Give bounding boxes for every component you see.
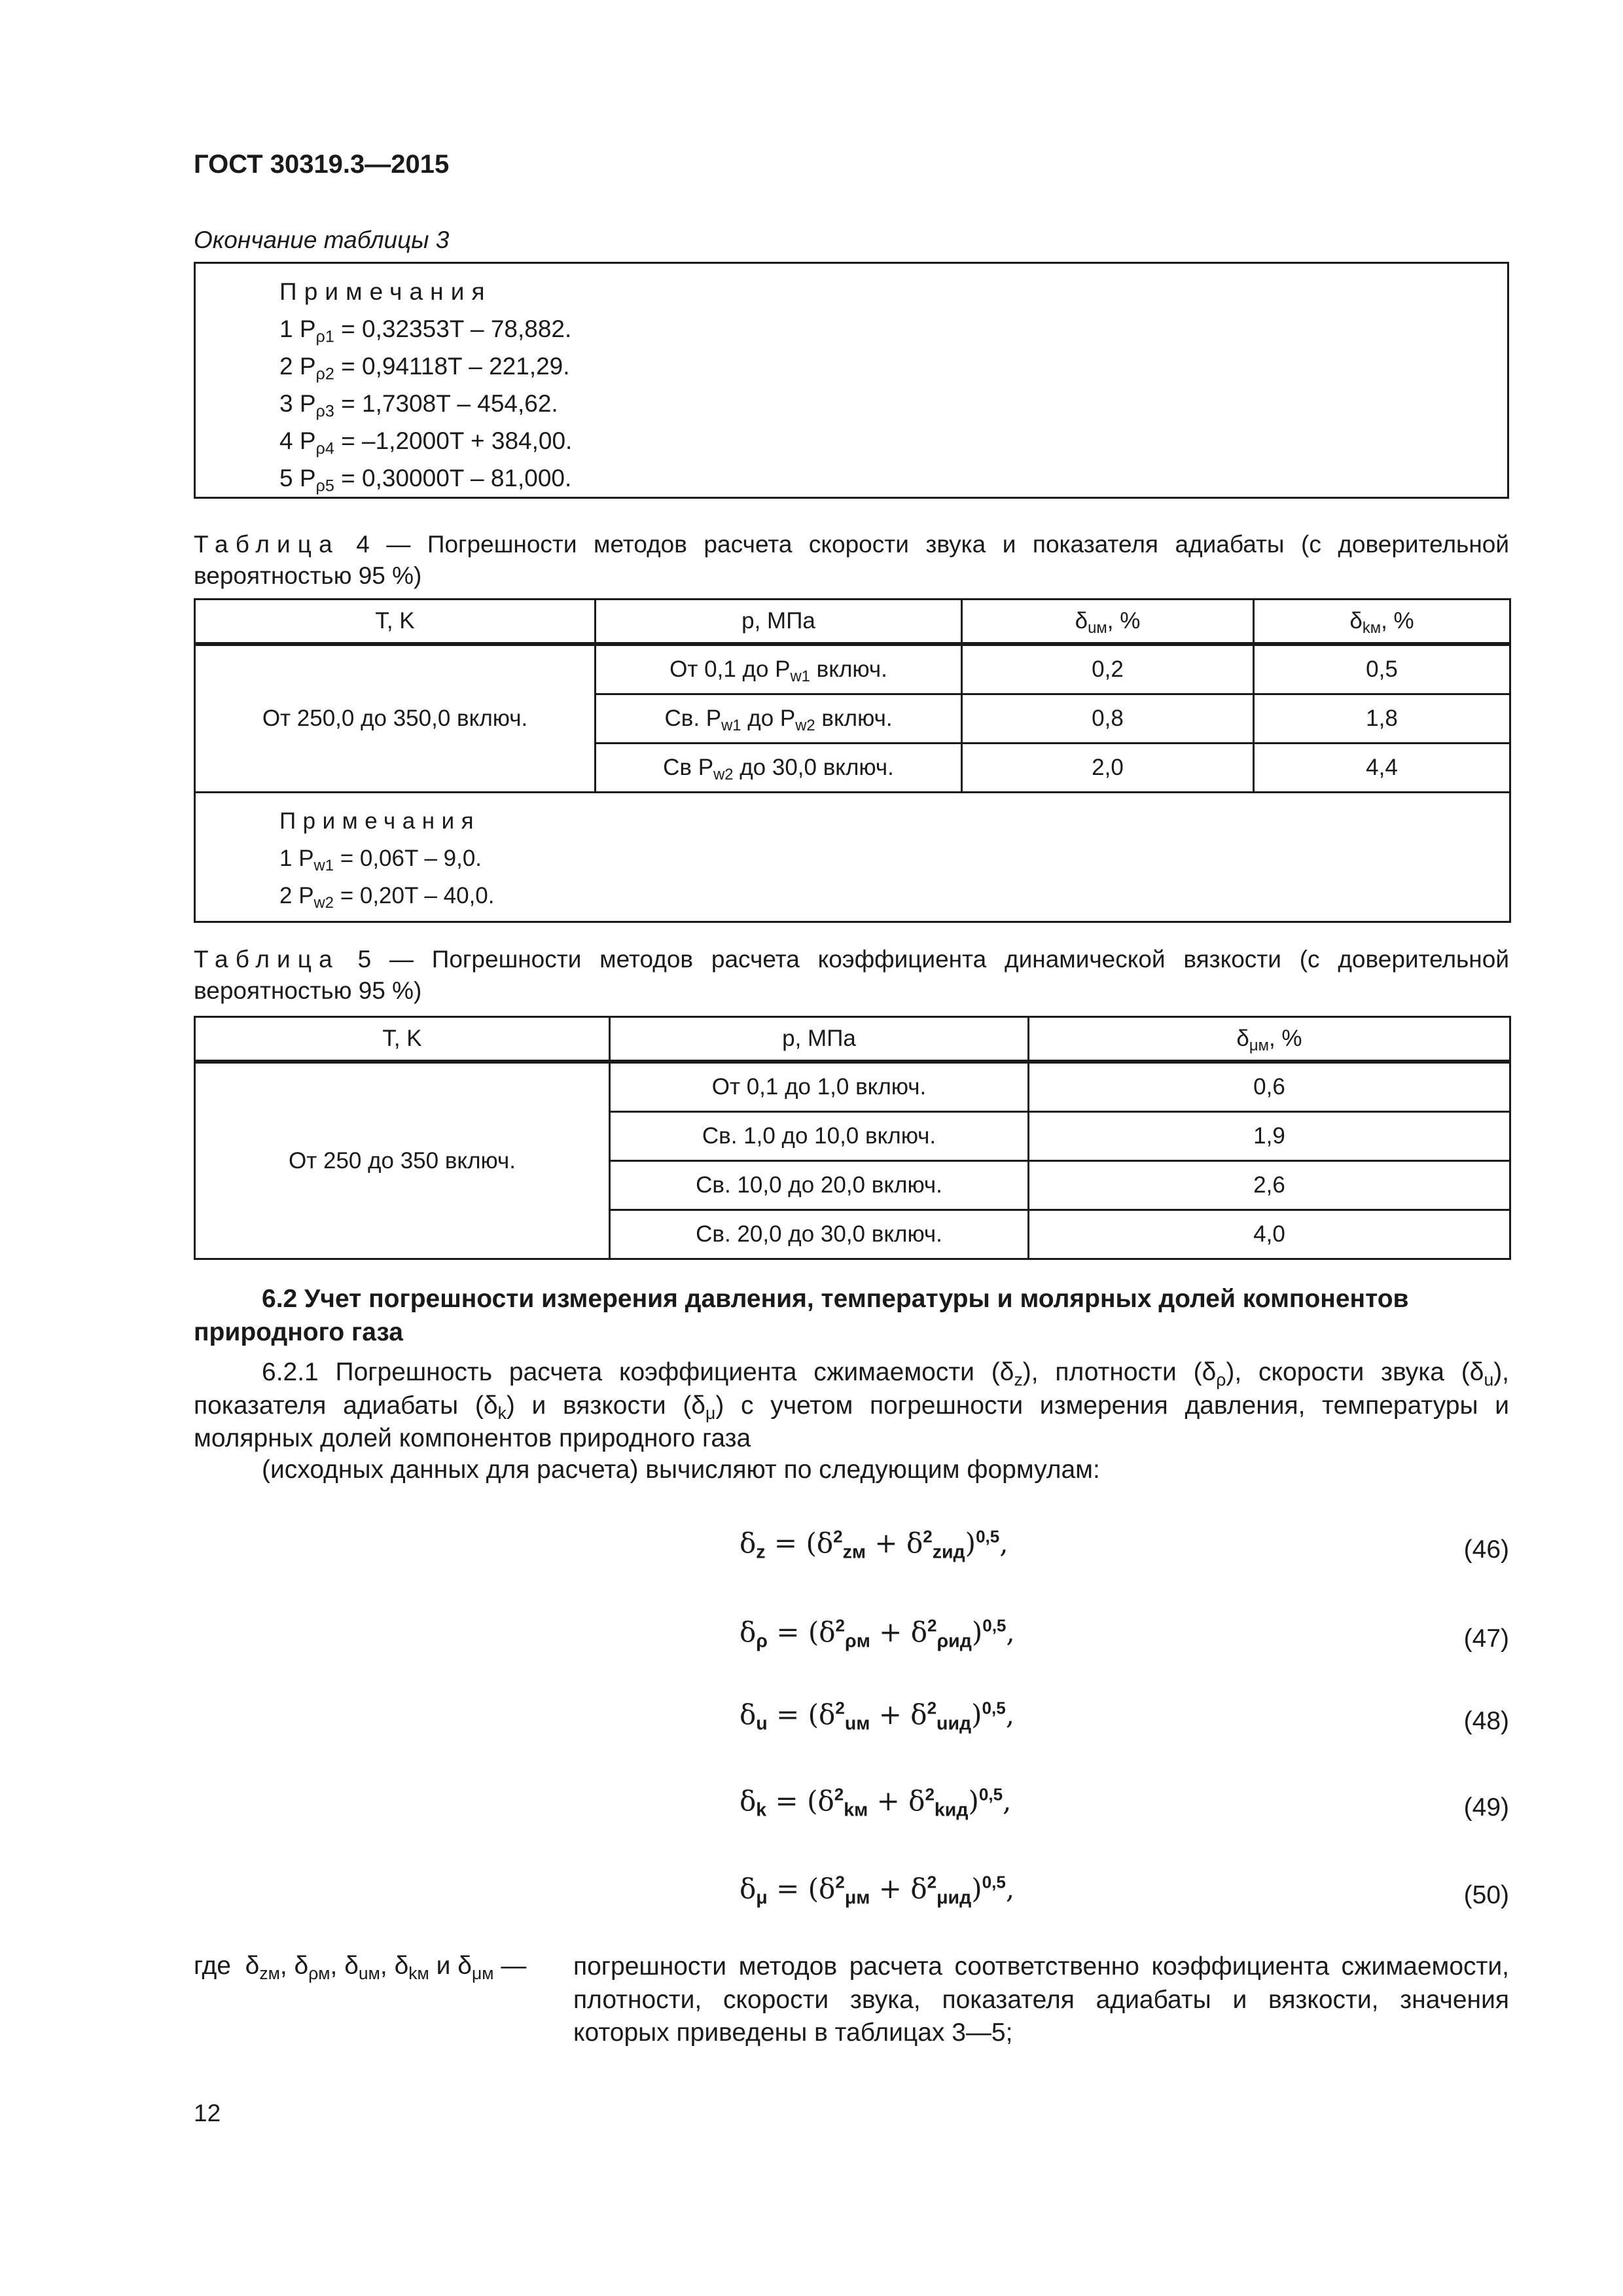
note-item: 1 $P_{\rho 1} = 0,32353T - 78,882$. xyxy=(279,315,572,346)
dk-cell: 1,8 xyxy=(1254,694,1510,744)
note-item: 5 $P_{\rho 5} = 0,30000T - 81,000$. xyxy=(279,465,572,495)
d-cell: 2,6 xyxy=(1029,1161,1510,1210)
p-cell: От 0,1 до 1,0 включ. xyxy=(610,1062,1029,1112)
col-header-dmu: $\delta_{\mu м}$, % xyxy=(1029,1017,1510,1062)
where-clause-description: погрешности методов расчета соответственно коэффициента сжимаемости, плотности, скорости звука, показателя адиабаты и вязкости, значения которых приведены в таблицах 3—5; xyxy=(573,1952,1509,2047)
p-cell: Св. $P_{w1}$ до $P_{w2}$ включ. xyxy=(596,694,962,744)
col-header-p: p, МПа xyxy=(596,600,962,645)
col-header-t: T, K xyxy=(195,600,596,645)
note-item: 4 $P_{\rho 4} = -1,2000T + 384,00$. xyxy=(279,427,573,458)
table5 xyxy=(194,1016,1511,1260)
formula-48: $\delta_u = (\delta^2_{uм} + \delta^2_{uид})^{0,5}$, xyxy=(740,1698,1015,1734)
table-row xyxy=(195,1062,1510,1112)
where-clause-symbols: где $\delta_{zм}$, $\delta_{\rho м}$, $\delta_{uм}$, $\delta_{kм}$ и $\delta_{\mu м}$ — xyxy=(194,1952,527,1983)
col-header-dk: $\delta_{kм}$, % xyxy=(1254,600,1510,645)
formula-47: $\delta_\rho = (\delta^2_{\rho м} + \delta^2_{\rho ид})^{0,5}$, xyxy=(740,1615,1015,1652)
col-header-p: p, МПа xyxy=(610,1017,1029,1062)
paragraph-continuation: (исходных данных для расчета) вычисляют по следующим формулам: xyxy=(262,1456,1100,1484)
table4-caption: Таблица 4 — Погрешности методов расчета скорости звука и показателя адиабаты (с доверительной вероятностью 95 %) xyxy=(194,531,1509,590)
table4-notes xyxy=(195,793,1510,922)
du-cell: 2,0 xyxy=(962,744,1254,793)
d-cell: 0,6 xyxy=(1029,1062,1510,1112)
formula-number: (49) xyxy=(1463,1793,1509,1821)
dk-cell: 0,5 xyxy=(1254,644,1510,694)
p-cell: Св. 10,0 до 20,0 включ. xyxy=(610,1161,1029,1210)
notes-title: Примечания xyxy=(279,808,481,834)
note-item: 2 $P_{\rho 2} = 0,94118T - 221,29$. xyxy=(279,353,570,384)
col-header-du: $\delta_{uм}$, % xyxy=(962,600,1254,645)
p-cell: От 0,1 до $P_{w1}$ включ. xyxy=(596,644,962,694)
note-item: 3 $P_{\rho 3} = 1,7308T - 454,62$. xyxy=(279,390,558,421)
du-cell: 0,2 xyxy=(962,644,1254,694)
p-cell: Св. 1,0 до 10,0 включ. xyxy=(610,1112,1029,1161)
formula-50: $\delta_\mu = (\delta^2_{\mu м} + \delta^2_{\mu ид})^{0,5}$, xyxy=(740,1872,1015,1909)
formula-number: (47) xyxy=(1463,1624,1509,1653)
document-header: ГОСТ 30319.3—2015 xyxy=(194,150,450,179)
t-range-cell: От 250,0 до 350,0 включ. xyxy=(195,644,596,793)
formula-number: (46) xyxy=(1463,1535,1509,1564)
notes-title: Примечания xyxy=(279,278,492,305)
formula-49: $\delta_k = (\delta^2_{kм} + \delta^2_{kид})^{0,5}$, xyxy=(740,1784,1012,1821)
table-header-row xyxy=(195,1017,1510,1062)
page-number: 12 xyxy=(194,2100,221,2126)
paragraph-6-2-1: 6.2.1 Погрешность расчета коэффициента сжимаемости $(\delta_z)$, плотности $(\delta_\rho)$, скорости звука $(\delta_u)$, показателя адиабаты $(\delta_k)$ и вязкости $(\delta_\mu)$ с учетом погрешности измерения давления, температуры и молярных долей компонентов природного газа xyxy=(194,1358,1510,1453)
du-cell: 0,8 xyxy=(962,694,1254,744)
table-continuation-label: Окончание таблицы 3 xyxy=(194,226,450,253)
d-cell: 1,9 xyxy=(1029,1112,1510,1161)
formula-number: (50) xyxy=(1463,1881,1509,1909)
table-header-row xyxy=(195,600,1510,645)
t-range-cell: От 250 до 350 включ. xyxy=(195,1062,610,1259)
table4 xyxy=(194,598,1511,923)
formula-number: (48) xyxy=(1463,1707,1509,1735)
dk-cell: 4,4 xyxy=(1254,744,1510,793)
col-header-t: T, K xyxy=(195,1017,610,1062)
table4-notes-row xyxy=(195,793,1510,922)
section-title: 6.2 Учет погрешности измерения давления, температуры и молярных долей компонентов природного газа xyxy=(194,1285,1409,1346)
table3-notes xyxy=(194,262,1509,499)
note-item: 2 $P_{w2} = 0,20T - 40,0$. xyxy=(279,883,495,912)
p-cell: Св $P_{w2}$ до 30,0 включ. xyxy=(596,744,962,793)
p-cell: Св. 20,0 до 30,0 включ. xyxy=(610,1210,1029,1259)
table5-caption: Таблица 5 — Погрешности методов расчета коэффициента динамической вязкости (с доверительной вероятностью 95 %) xyxy=(194,946,1509,1005)
formula-46: $\delta_z = (\delta^2_{zм} + \delta^2_{zид})^{0,5}$, xyxy=(740,1526,1008,1563)
d-cell: 4,0 xyxy=(1029,1210,1510,1259)
note-item: 1 $P_{w1} = 0,06T - 9,0$. xyxy=(279,846,482,875)
table-row xyxy=(195,644,1510,694)
